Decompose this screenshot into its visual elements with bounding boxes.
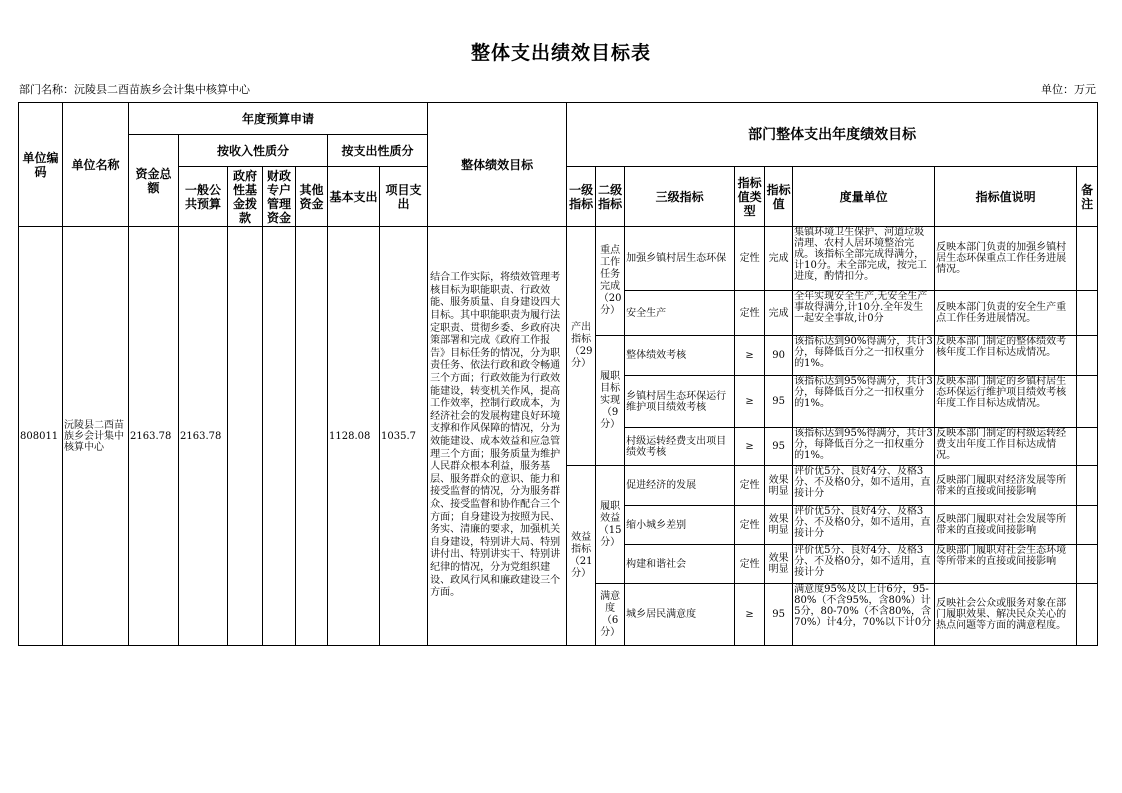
- header-level1: 一级指标: [567, 167, 596, 227]
- measure-cell: [793, 428, 935, 466]
- value-type-cell: 定性: [735, 291, 765, 336]
- header-level2: 二级指标: [596, 167, 625, 227]
- desc-cell: [935, 428, 1077, 466]
- measure-text: 评价优5分、良好4分、及格3分、不及格0分，如不适用，直接计分: [794, 466, 931, 499]
- header-remark: 备注: [1077, 167, 1098, 227]
- measure-text: 该指标达到95%得满分，共计3分，每降低百分之一扣权重分的1%。: [794, 376, 933, 409]
- measure-cell: [793, 336, 935, 376]
- desc-cell: [935, 376, 1077, 428]
- value-cell: 90: [765, 336, 793, 376]
- basic-exp-cell: 1128.08: [328, 227, 380, 646]
- level2-satisfaction: 满意度（6分）: [596, 584, 625, 646]
- level1-benefit: 效益指标（21分）: [567, 466, 596, 646]
- level2-key-task: 重点工作任务完成（20分）: [596, 227, 625, 336]
- remark-cell: [1077, 336, 1098, 376]
- page-title: 整体支出绩效目标表: [470, 42, 651, 64]
- value-cell: 95: [765, 376, 793, 428]
- remark-cell: [1077, 545, 1098, 584]
- header-other-fund: 其他资金: [296, 167, 328, 227]
- value-type-cell: 定性: [735, 545, 765, 584]
- desc-text: 反映本部门制定的整体绩效考核年度工作目标达成情况。: [936, 336, 1067, 358]
- other-fund-cell: [296, 227, 328, 646]
- level1-output: 产出指标（29分）: [567, 227, 596, 466]
- overall-goal-cell: 结合工作实际，将绩效管理考核目标为职能职责、行政效能、服务质量、自身建设四大目标。其中职能职责为履行法定职责、贯彻乡委、乡政府决策部署和完成《政府工作报告》目标任务的情况，分为职责任务、依法行政和政令畅通三个方面；行政效能为行政效能建设，转变机关作风，提高工作效率，控制行政成本，为经济社会的发展构建良好环境支撑和作风保障的情况，分为效能建设、成本效益和应急管理三个方面；服务质量为维护人民群众根本利益，服务基层、服务群众的意识、能力和接受监督的情况，分为服务群众、接受监督和协作配合三个方面；自身建设为按照为民、务实、清廉的要求，加强机关自身建设，特别讲大局、特别讲付出、特别讲实干、特别讲纪律的情况，分为党组织建设、政风行风和廉政建设三个方面。: [428, 227, 567, 646]
- value-type-cell: ≥: [735, 376, 765, 428]
- special-fund-cell: [263, 227, 296, 646]
- header-total-funds: 资金总额: [129, 135, 179, 227]
- header-general-budget: 一般公共预算: [179, 167, 228, 227]
- level3-cell: 缩小城乡差别: [625, 506, 735, 545]
- measure-text: 集镇环境卫生保护、河道垃圾清理、农村人居环境整治完成。该指标全部完成得满分，计10分。未全部完成，按完工进度，酌情扣分。: [794, 227, 927, 282]
- header-dept-goal: 部门整体支出年度绩效目标: [567, 103, 1098, 167]
- value-type-cell: ≥: [735, 336, 765, 376]
- desc-cell: 反映部门履职对社会发展等所带来的直接或间接影响: [935, 506, 1077, 545]
- value-cell: 完成: [765, 291, 793, 336]
- header-special-fund: 财政专户管理资金: [263, 167, 296, 227]
- level3-cell: 安全生产: [625, 291, 735, 336]
- value-type-cell: 定性: [735, 227, 765, 291]
- level2-duty: 履职目标实现（9分）: [596, 336, 625, 466]
- value-cell: 完成: [765, 227, 793, 291]
- level3-cell: 城乡居民满意度: [625, 584, 735, 646]
- level3-cell: 构建和谐社会: [625, 545, 735, 584]
- remark-cell: [1077, 227, 1098, 291]
- header-value-type: 指标值类型: [735, 167, 765, 227]
- remark-cell: [1077, 376, 1098, 428]
- currency-unit: 单位：万元: [1041, 83, 1096, 96]
- header-value-desc: 指标值说明: [935, 167, 1077, 227]
- department-name: 部门名称：沅陵县二酉苗族乡会计集中核算中心: [19, 83, 250, 96]
- measure-cell: [793, 376, 935, 428]
- remark-cell: [1077, 291, 1098, 336]
- project-exp-cell: 1035.7: [380, 227, 428, 646]
- remark-cell: [1077, 584, 1098, 646]
- header-basic-exp: 基本支出: [328, 167, 380, 227]
- level3-cell: 村级运转经费支出项目绩效考核: [625, 428, 735, 466]
- value-type-cell: ≥: [735, 428, 765, 466]
- measure-text: 该指标达到90%得满分，共计3分，每降低百分之一扣权重分的1%。: [794, 336, 933, 369]
- desc-text: 反映本部门制定的村级运转经费支出年度工作目标达成情况。: [936, 428, 1067, 461]
- header-unit-name: 单位名称: [63, 103, 129, 227]
- desc-cell: [935, 545, 1077, 584]
- level3-cell: 乡镇村居生态环保运行维护项目绩效考核: [625, 376, 735, 428]
- unit-code-cell: 808011: [19, 227, 63, 646]
- value-cell: 效果明显: [765, 545, 793, 584]
- header-gov-fund: 政府性基金拨款: [228, 167, 263, 227]
- header-value: 指标值: [765, 167, 793, 227]
- level3-cell: 整体绩效考核: [625, 336, 735, 376]
- header-by-income: 按收入性质分: [179, 135, 328, 167]
- measure-cell: [793, 584, 935, 646]
- measure-cell: [793, 545, 935, 584]
- remark-cell: [1077, 466, 1098, 506]
- measure-text: 该指标达到95%得满分，共计3分，每降低百分之一扣权重分的1%。: [794, 428, 933, 461]
- measure-cell: [793, 506, 935, 545]
- desc-cell: [935, 336, 1077, 376]
- level3-cell: 加强乡镇村居生态环保: [625, 227, 735, 291]
- value-cell: 95: [765, 584, 793, 646]
- desc-cell: 反映社会公众或服务对象在部门履职效果、解决民众关心的热点问题等方面的满意程度。: [935, 584, 1077, 646]
- measure-cell: [793, 466, 935, 506]
- unit-name-cell: 沅陵县二酉苗族乡会计集中核算中心: [63, 227, 129, 646]
- general-budget-cell: 2163.78: [179, 227, 228, 646]
- header-level3: 三级指标: [625, 167, 735, 227]
- value-cell: 95: [765, 428, 793, 466]
- measure-text: 全年实现安全生产,无安全生产事故得满分,计10分.全年发生一起安全事故,计0分: [794, 291, 928, 324]
- desc-cell: 反映本部门负责的加强乡镇村居生态环保重点工作任务进展情况。: [935, 227, 1077, 291]
- desc-cell: 反映部门履职对经济发展等所带来的直接或间接影响: [935, 466, 1077, 506]
- measure-text: 评价优5分、良好4分、及格3分、不及格0分，如不适用，直接计分: [794, 545, 931, 578]
- performance-table: [18, 102, 1098, 646]
- remark-cell: [1077, 506, 1098, 545]
- header-measure-unit: 度量单位: [793, 167, 935, 227]
- value-cell: 效果明显: [765, 506, 793, 545]
- gov-fund-cell: [228, 227, 263, 646]
- desc-text: 反映本部门制定的乡镇村居生态环保运行维护项目绩效考核年度工作目标达成情况。: [936, 376, 1067, 409]
- value-type-cell: ≥: [735, 584, 765, 646]
- header-by-expense: 按支出性质分: [328, 135, 428, 167]
- measure-text: 评价优5分、良好4分、及格3分、不及格0分，如不适用，直接计分: [794, 506, 931, 539]
- measure-cell: [793, 291, 935, 336]
- measure-cell: [793, 227, 935, 291]
- remark-cell: [1077, 428, 1098, 466]
- header-overall-goal: 整体绩效目标: [428, 103, 567, 227]
- value-type-cell: 定性: [735, 466, 765, 506]
- desc-cell: 反映本部门负责的安全生产重点工作任务进展情况。: [935, 291, 1077, 336]
- desc-text: 反映部门履职对社会生态环境等所带来的直接或间接影响: [936, 545, 1067, 567]
- measure-text: 满意度95%及以上计6分，95-80%（不含95%，含80%）计5分，80-70%（不含80%，含70%）计4分，70%以下计0分: [794, 584, 932, 628]
- total-funds-cell: 2163.78: [129, 227, 179, 646]
- header-project-exp: 项目支出: [380, 167, 428, 227]
- value-cell: 效果明显: [765, 466, 793, 506]
- level2-perf: 履职效益（15分）: [596, 466, 625, 584]
- level3-cell: 促进经济的发展: [625, 466, 735, 506]
- value-type-cell: 定性: [735, 506, 765, 545]
- header-unit-code: 单位编码: [19, 103, 63, 227]
- header-annual-budget: 年度预算申请: [129, 103, 428, 135]
